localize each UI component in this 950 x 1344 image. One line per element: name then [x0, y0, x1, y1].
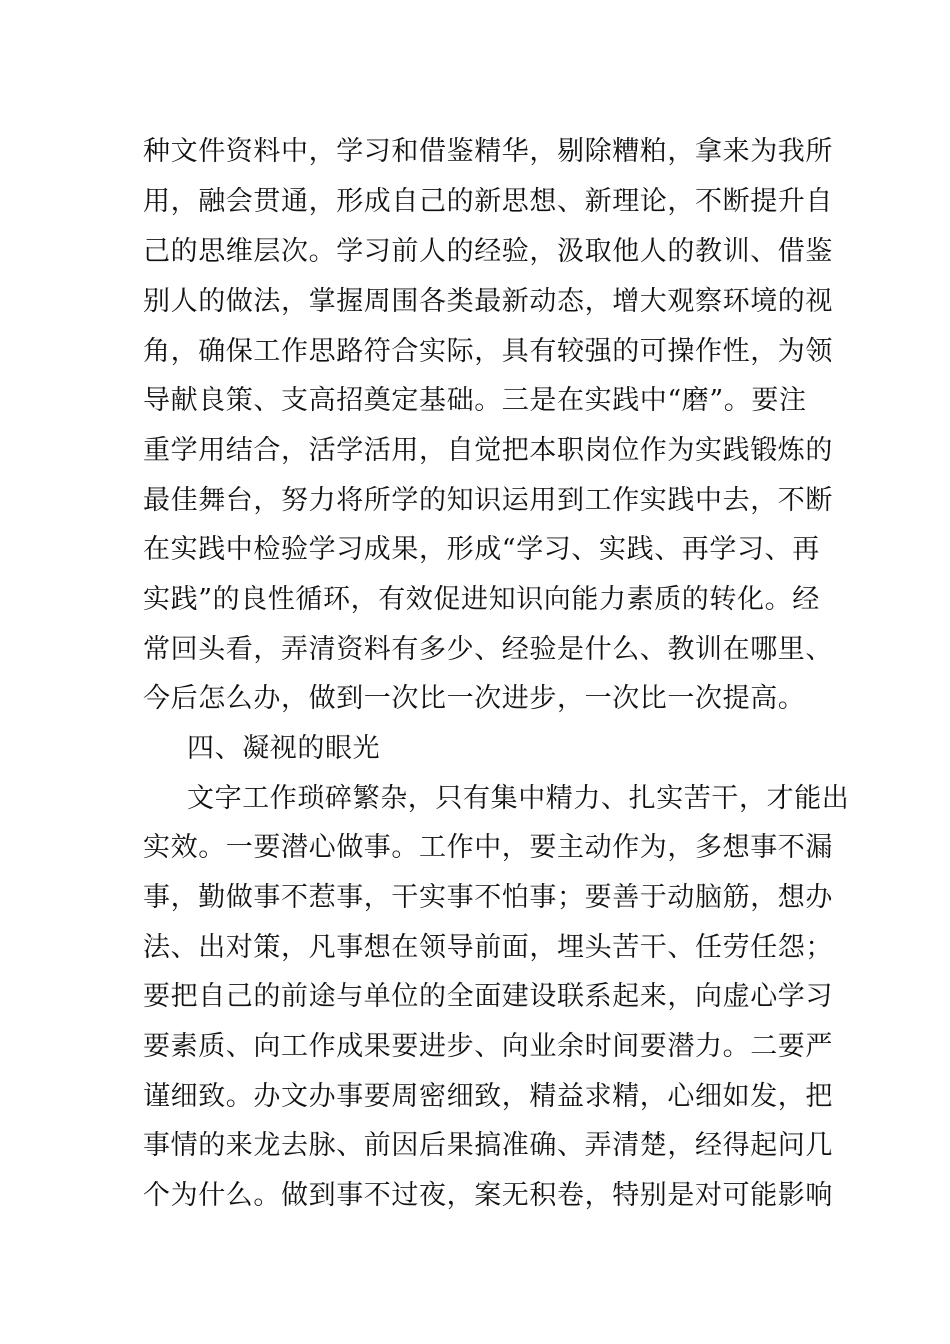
text-line: 导献良策、支高招奠定基础。三是在实践中“磨”。要注: [143, 385, 807, 416]
text-line: 谨细致。办文办事要周密细致，精益求精，心细如发，把: [143, 1081, 833, 1112]
text-line: 最佳舞台，努力将所学的知识运用到工作实践中去，不断: [143, 485, 833, 516]
text-line: 实践”的良性循环，有效促进知识向能力素质的转化。经: [143, 584, 820, 615]
text-line: 角，确保工作思路符合实际，具有较强的可操作性，为领: [143, 336, 833, 367]
text-line: 用，融会贯通，形成自己的新思想、新理论，不断提升自: [143, 186, 833, 217]
text-line: 常回头看，弄清资料有多少、经验是什么、教训在哪里、: [143, 634, 833, 665]
section-heading: 四、凝视的眼光: [187, 733, 381, 764]
text-line: 要素质、向工作成果要进步、向业余时间要潜力。二要严: [143, 1031, 833, 1062]
text-line: 在实践中检验学习成果，形成“学习、实践、再学习、再: [143, 534, 820, 565]
text-line: 事，勤做事不惹事，干实事不怕事；要善于动脑筋，想办: [143, 882, 833, 913]
text-line: 个为什么。做到事不过夜，案无积卷，特别是对可能影响: [143, 1180, 833, 1211]
text-line: 己的思维层次。学习前人的经验，汲取他人的教训、借鉴: [143, 236, 833, 267]
text-line: 重学用结合，活学活用，自觉把本职岗位作为实践锻炼的: [143, 435, 833, 466]
text-line: 实效。一要潜心做事。工作中，要主动作为，多想事不漏: [143, 832, 833, 863]
text-line: 事情的来龙去脉、前因后果搞准确、弄清楚，经得起问几: [143, 1130, 833, 1161]
paragraph-first-line: 文字工作琐碎繁杂，只有集中精力、扎实苦干，才能出: [187, 783, 850, 814]
text-line: 今后怎么办，做到一次比一次进步，一次比一次提高。: [143, 683, 806, 714]
text-line: 别人的做法，掌握周围各类最新动态，增大观察环境的视: [143, 286, 833, 317]
text-line: 种文件资料中，学习和借鉴精华，剔除糟粕，拿来为我所: [143, 136, 833, 167]
text-line: 要把自己的前途与单位的全面建设联系起来，向虚心学习: [143, 981, 833, 1012]
text-line: 法、出对策，凡事想在领导前面，埋头苦干、任劳任怨；: [143, 932, 833, 963]
